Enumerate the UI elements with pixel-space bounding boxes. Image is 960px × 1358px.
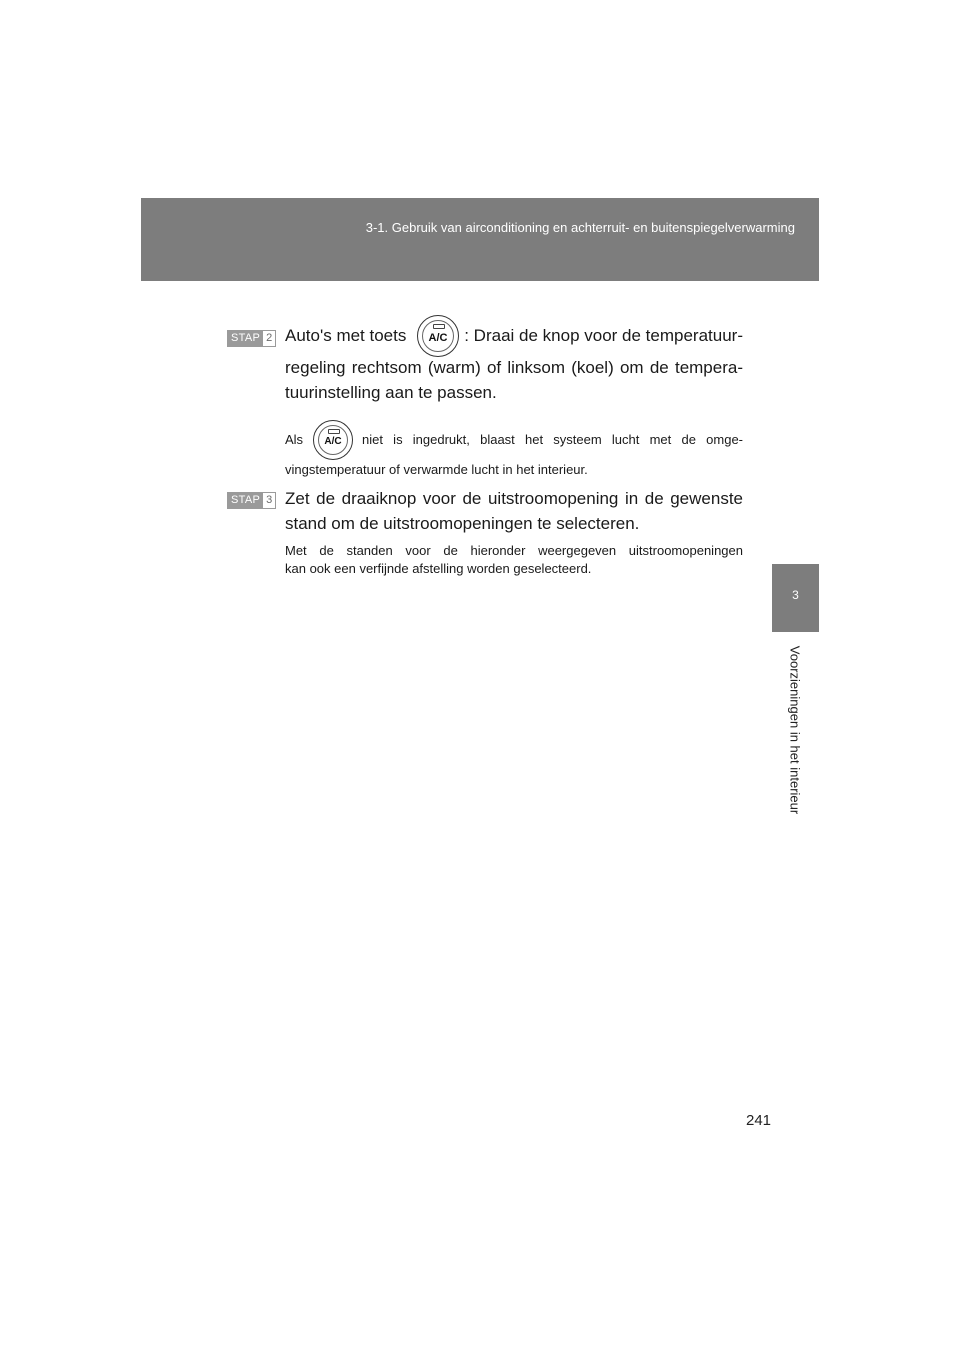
side-tab bbox=[772, 564, 819, 632]
step-badge-number: 2 bbox=[266, 332, 273, 344]
step-3-line-1-text: Zet de draaiknop voor de uitstroomopening in de gewenste bbox=[285, 489, 743, 508]
step-2-line-2-text: regeling rechtsom (warm) of linksom (koel) om de tempera- bbox=[285, 358, 743, 377]
ac-icon-label: A/C bbox=[428, 332, 448, 344]
step-3-note-line-1 bbox=[285, 543, 743, 558]
ac-icon-indicator bbox=[328, 429, 340, 434]
step-2-note-line-2: vingstemperatuur of verwarmde lucht in het interieur. bbox=[285, 462, 588, 477]
chapter-header bbox=[141, 198, 819, 281]
chapter-title: 3-1. Gebruik van airconditioning en achterruit- en buitenspiegelverwarming bbox=[365, 220, 795, 235]
step-2-note-after-text: niet is ingedrukt, blaast het systeem lucht met de omge- bbox=[362, 432, 743, 447]
step-2-note-line-1 bbox=[362, 432, 743, 447]
step-3-note-line-2: kan ook een verfijnde afstelling worden geselecteerd. bbox=[285, 561, 592, 576]
side-tab-label: Voorzieningen in het interieur bbox=[787, 645, 803, 815]
ac-button-icon bbox=[417, 315, 459, 357]
page-number: 241 bbox=[746, 1112, 772, 1129]
step-3-line-2: stand om de uitstroomopeningen te selecteren. bbox=[285, 514, 640, 533]
step-badge-word: STAP bbox=[228, 493, 263, 508]
step-3-line-1 bbox=[285, 489, 743, 509]
step-2-line-1-after: : Draai de knop voor de temperatuur- bbox=[464, 326, 743, 345]
ac-button-icon bbox=[313, 420, 353, 460]
ac-icon-label: A/C bbox=[324, 436, 342, 447]
step-3-badge bbox=[227, 492, 276, 509]
step-badge-number: 3 bbox=[266, 494, 273, 506]
step-2-line-2 bbox=[285, 358, 743, 378]
step-2-badge bbox=[227, 330, 276, 347]
step-2-note-before: Als bbox=[285, 432, 304, 447]
step-2-line-1-before: Auto's met toets bbox=[285, 326, 407, 345]
step-badge-word: STAP bbox=[228, 331, 263, 346]
step-2-line-3: tuurinstelling aan te passen. bbox=[285, 383, 497, 402]
ac-icon-indicator bbox=[433, 324, 445, 329]
side-tab-number: 3 bbox=[792, 588, 799, 602]
step-3-note-line-1-text: Met de standen voor de hieronder weergegeven uitstroomopeningen bbox=[285, 543, 743, 558]
